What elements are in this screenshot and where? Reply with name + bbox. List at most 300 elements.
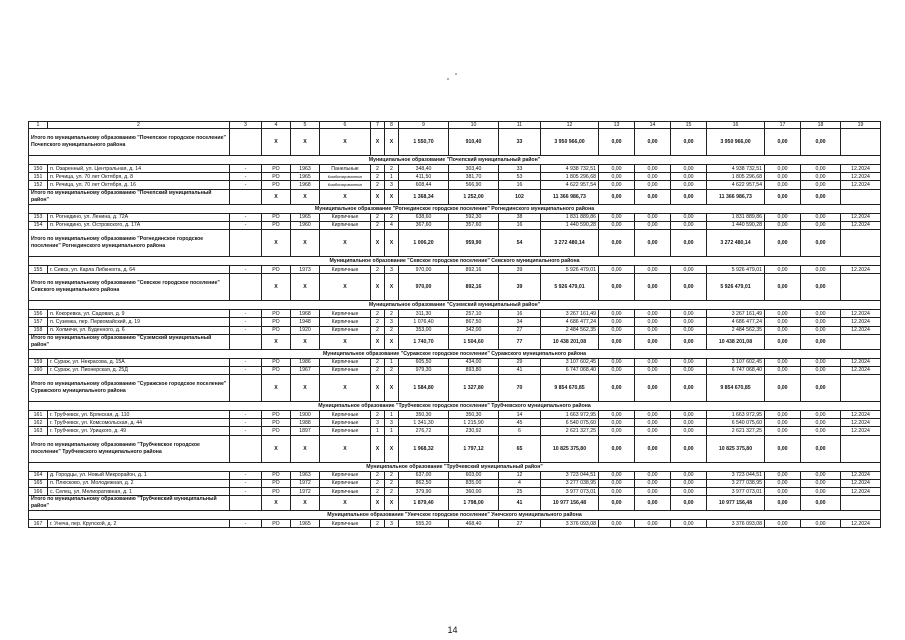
data-cell: 0,00 [801,366,841,374]
data-cell: 0,00 [599,479,635,487]
data-cell: 39 [499,265,541,273]
data-cell: 0,00 [801,471,841,479]
data-cell: Кирпичные [320,221,371,229]
data-cell: 12.2024 [841,427,881,435]
subtotal-cell [230,496,262,511]
address-cell: п. Суземка, пер. Первомайский, д. 19 [48,318,230,326]
subtotal-cell: 959,90 [449,229,499,256]
data-cell: 0,00 [599,488,635,496]
data-cell: 2 [371,173,385,181]
data-cell: 2 621 327,25 [707,427,765,435]
data-cell: 0,00 [765,221,801,229]
subtotal-cell: 10 977 156,48 [707,496,765,511]
table-row [29,165,881,173]
data-cell: - [230,479,262,487]
data-cell: 4 686 477,24 [707,318,765,326]
data-cell: Кирпичные [320,479,371,487]
data-cell: 1 [385,427,399,435]
data-cell: 1986 [291,358,320,366]
data-cell: 45 [499,419,541,427]
data-cell: 0,00 [671,310,707,318]
data-cell: - [230,318,262,326]
data-cell: 12.2024 [841,310,881,318]
subtotal-cell: X [385,129,399,156]
data-cell: 4 938 732,51 [707,165,765,173]
subtotal-cell [230,435,262,462]
data-cell: 12.2024 [841,265,881,273]
section-heading: Муниципальное образование "Почепский муниципальный район" [29,156,881,165]
data-cell: 2 [371,366,385,374]
table-row [29,488,881,496]
row-number: 154 [29,221,48,229]
subtotal-cell: 1 584,80 [399,375,449,402]
data-cell: 592,30 [449,213,499,221]
subtotal-cell: X [262,129,291,156]
data-cell: 12.2024 [841,165,881,173]
subtotal-cell: 0,00 [765,189,801,204]
subtotal-cell: 910,40 [449,129,499,156]
column-number: 10 [449,122,499,129]
data-cell: Панельные [320,165,371,173]
data-cell: 12.2024 [841,213,881,221]
row-number: 152 [29,181,48,189]
data-cell: - [230,165,262,173]
data-cell: 3 267 161,49 [707,310,765,318]
data-cell: 276,72 [399,427,449,435]
data-cell: 14 [499,411,541,419]
subtotal-cell [230,274,262,301]
address-cell: п. Рогнедино, ул. Ленина, д. 72А [48,213,230,221]
subtotal-cell: X [320,334,371,349]
data-cell: 34 [499,318,541,326]
subtotal-cell: 10 825 375,80 [707,435,765,462]
data-cell: 0,00 [765,479,801,487]
register-sheet [28,121,880,528]
data-cell: 0,00 [599,173,635,181]
subtotal-cell: 1 368,34 [399,189,449,204]
address-cell: п. Кокоревка, ул. Садовая, д. 9 [48,310,230,318]
subtotal-cell: 0,00 [765,334,801,349]
data-cell: 434,00 [449,358,499,366]
subtotal-cell: X [320,189,371,204]
data-cell: - [230,265,262,273]
data-cell: 0,00 [671,173,707,181]
data-cell: 0,00 [599,165,635,173]
data-cell: 0,00 [801,181,841,189]
data-cell: 4 686 477,24 [541,318,599,326]
data-cell: 411,50 [399,173,449,181]
data-cell: 2 [385,326,399,334]
address-cell: г. Севск, ул. Карла Либкнехта, д. 64 [48,265,230,273]
subtotal-cell: 0,00 [599,435,635,462]
data-cell: 12.2024 [841,479,881,487]
subtotal-label: Итого по муниципальному образованию "Суражское городское поселение" Суражского муниципального района [29,375,230,402]
subtotal-cell: 0,00 [671,334,707,349]
data-cell: 0,00 [671,488,707,496]
data-cell: 0,00 [635,366,671,374]
data-cell: 1965 [291,173,320,181]
subtotal-cell: 41 [499,496,541,511]
data-cell: 3 [385,265,399,273]
data-cell: 1 440 590,28 [541,221,599,229]
data-cell: 1972 [291,479,320,487]
column-number: 14 [635,122,671,129]
subtotal-cell: 10 438 201,08 [707,334,765,349]
subtotal-cell: 0,00 [599,274,635,301]
data-cell: 0,00 [671,471,707,479]
subtotal-cell: 0,00 [671,274,707,301]
data-cell: 0,00 [765,520,801,528]
subtotal-cell: 1 504,60 [449,334,499,349]
data-cell: 0,00 [635,213,671,221]
subtotal-cell: X [262,334,291,349]
data-cell: РО [262,310,291,318]
data-cell: 12.2024 [841,181,881,189]
data-cell: РО [262,358,291,366]
data-cell: Кирпичные [320,366,371,374]
data-cell: 2 484 562,35 [707,326,765,334]
data-cell: 0,00 [635,427,671,435]
data-cell: 1967 [291,366,320,374]
data-cell: 6 747 068,40 [707,366,765,374]
data-cell: 2 [371,318,385,326]
table-body [29,122,881,528]
row-number: 163 [29,427,48,435]
subtotal-cell: 0,00 [801,435,841,462]
subtotal-cell: 0,00 [635,189,671,204]
subtotal-cell: 65 [499,435,541,462]
data-cell: 1965 [291,213,320,221]
data-cell: 0,00 [599,181,635,189]
subtotal-cell: 77 [499,334,541,349]
data-cell: 1988 [291,419,320,427]
subtotal-cell: X [371,334,385,349]
data-cell: РО [262,411,291,419]
data-cell: Кирпичные [320,427,371,435]
subtotal-cell: 0,00 [765,375,801,402]
data-cell: 0,00 [801,310,841,318]
subtotal-cell: 0,00 [801,274,841,301]
data-cell: - [230,358,262,366]
subtotal-row [29,334,881,349]
data-cell: Кирпичные [320,471,371,479]
data-cell: 0,00 [599,366,635,374]
data-cell: РО [262,326,291,334]
subtotal-cell: 0,00 [765,496,801,511]
data-cell: 379,90 [399,488,449,496]
subtotal-cell: X [385,189,399,204]
subtotal-cell: 11 366 986,73 [541,189,599,204]
data-cell: 12.2024 [841,318,881,326]
data-cell: 230,92 [449,427,499,435]
data-cell: 0,00 [801,488,841,496]
data-cell: 357,60 [449,221,499,229]
data-cell: 3 277 038,95 [707,479,765,487]
data-cell: 0,00 [635,221,671,229]
data-cell: 348,40 [399,165,449,173]
subtotal-cell: 0,00 [635,274,671,301]
data-cell: 0,00 [635,520,671,528]
data-cell: 0,00 [765,213,801,221]
subtotal-cell [841,189,881,204]
scan-speck [455,73,457,75]
address-cell: п. Холмечи, ул. Буденного, д. 6 [48,326,230,334]
data-cell: 1 663 972,95 [707,411,765,419]
data-cell: 27 [499,326,541,334]
data-cell: 2 [371,488,385,496]
subtotal-cell: X [291,334,320,349]
data-cell: 4 622 957,54 [707,181,765,189]
data-cell: 0,00 [801,520,841,528]
data-cell: - [230,471,262,479]
subtotal-cell: X [371,496,385,511]
data-cell: 12.2024 [841,326,881,334]
subtotal-cell [230,229,262,256]
data-cell: 637,00 [399,471,449,479]
table-row [29,471,881,479]
subtotal-cell: X [385,229,399,256]
data-cell: 0,00 [599,411,635,419]
subtotal-cell [230,334,262,349]
subtotal-cell: X [320,375,371,402]
data-cell: РО [262,520,291,528]
subtotal-row [29,189,881,204]
column-number: 11 [499,122,541,129]
table-row [29,310,881,318]
data-cell: РО [262,488,291,496]
subtotal-cell: 0,00 [599,229,635,256]
subtotal-cell: 1 797,12 [449,435,499,462]
data-cell: 0,00 [635,310,671,318]
subtotal-cell: 0,00 [801,229,841,256]
data-cell: 3 [385,181,399,189]
data-cell: 0,00 [671,181,707,189]
subtotal-cell: 970,00 [399,274,449,301]
data-cell: 0,00 [765,318,801,326]
subtotal-cell: X [291,129,320,156]
data-cell: 0,00 [599,520,635,528]
subtotal-cell [841,375,881,402]
data-cell: - [230,221,262,229]
column-number: 12 [541,122,599,129]
row-number: 162 [29,419,48,427]
data-cell: 12.2024 [841,411,881,419]
data-cell: 12.2024 [841,520,881,528]
section-heading: Муниципальное образование "Суземский муниципальный район" [29,301,881,310]
subtotal-cell [230,375,262,402]
subtotal-label: Итого по муниципальному образованию "Суземский муниципальный район" [29,334,230,349]
address-cell: г. Трубчевск, ул. Комсомольская, д. 44 [48,419,230,427]
data-cell: 4 [499,479,541,487]
subtotal-cell: 1 252,00 [449,189,499,204]
subtotal-cell: X [385,274,399,301]
data-cell: 3 723 044,51 [541,471,599,479]
subtotal-cell: 1 740,70 [399,334,449,349]
data-cell: 0,00 [671,479,707,487]
subtotal-row [29,229,881,256]
data-cell: 0,00 [765,265,801,273]
data-cell: 0,00 [671,326,707,334]
data-cell: 1968 [291,181,320,189]
table-row [29,213,881,221]
subtotal-cell: 10 977 156,48 [541,496,599,511]
subtotal-cell: 892,16 [449,274,499,301]
data-cell: 3 [385,419,399,427]
subtotal-cell: 3 950 966,00 [707,129,765,156]
subtotal-row [29,435,881,462]
data-cell: 0,00 [801,213,841,221]
subtotal-cell: X [320,496,371,511]
subtotal-cell: 0,00 [671,229,707,256]
section-heading-row [29,301,881,310]
data-cell: 16 [499,221,541,229]
subtotal-cell: 0,00 [635,496,671,511]
data-cell: 0,00 [765,181,801,189]
subtotal-cell: 0,00 [801,334,841,349]
section-heading-row [29,204,881,213]
subtotal-cell [841,274,881,301]
data-cell: 2 [371,471,385,479]
subtotal-cell: 1 879,40 [399,496,449,511]
data-cell: 0,00 [635,173,671,181]
data-cell: РО [262,213,291,221]
section-heading-row [29,511,881,520]
data-cell: 0,00 [635,419,671,427]
data-cell: 608,44 [399,181,449,189]
data-cell: 867,50 [449,318,499,326]
data-cell: 360,00 [449,488,499,496]
row-number: 159 [29,358,48,366]
data-cell: 603,00 [449,471,499,479]
data-cell: - [230,488,262,496]
data-cell: 1963 [291,165,320,173]
data-cell: 6 [499,427,541,435]
data-cell: 6 747 068,40 [541,366,599,374]
data-cell: 6 540 075,60 [707,419,765,427]
subtotal-cell: X [262,435,291,462]
subtotal-cell: 0,00 [765,229,801,256]
data-cell: РО [262,419,291,427]
subtotal-cell: X [320,229,371,256]
data-cell: 1 663 972,95 [541,411,599,419]
table-row [29,173,881,181]
data-cell: 0,00 [671,427,707,435]
section-heading: Муниципальное образование "Рогнединское городское поселение" Рогнединского муниципального района [29,204,881,213]
data-cell: 5 926 479,01 [541,265,599,273]
subtotal-cell: X [371,229,385,256]
data-cell: 12.2024 [841,366,881,374]
data-cell: 0,00 [599,358,635,366]
subtotal-cell: 5 926 479,01 [707,274,765,301]
subtotal-cell: 0,00 [599,334,635,349]
subtotal-cell: 5 926 479,01 [541,274,599,301]
data-cell: 0,00 [801,326,841,334]
data-cell: 0,00 [599,221,635,229]
data-cell: 29 [499,358,541,366]
data-cell: 0,00 [671,358,707,366]
data-cell: 0,00 [599,419,635,427]
data-cell: Кирпичные [320,419,371,427]
subtotal-cell: 9 854 670,85 [541,375,599,402]
subtotal-cell: X [385,334,399,349]
row-number: 150 [29,165,48,173]
data-cell: 2 [371,411,385,419]
data-cell: - [230,520,262,528]
data-cell: 862,50 [399,479,449,487]
data-cell: Комбинированные [320,181,371,189]
subtotal-label: Итого по муниципальному образованию "Почепский муниципальный район" [29,189,230,204]
data-cell: 0,00 [671,265,707,273]
data-cell: 0,00 [671,221,707,229]
data-cell: 2 [371,310,385,318]
subtotal-cell: 0,00 [801,129,841,156]
data-cell: 3 723 044,51 [707,471,765,479]
data-cell: РО [262,265,291,273]
data-cell: 1968 [291,310,320,318]
data-cell: 0,00 [671,366,707,374]
data-cell: Кирпичные [320,265,371,273]
housing-repair-table [28,121,881,528]
data-cell: 5 926 479,01 [707,265,765,273]
data-cell: 0,00 [599,310,635,318]
subtotal-cell: X [262,189,291,204]
data-cell: РО [262,471,291,479]
data-cell: 53 [499,173,541,181]
row-number: 153 [29,213,48,221]
data-cell: Кирпичные [320,310,371,318]
data-cell: - [230,173,262,181]
column-number-row [29,122,881,129]
data-cell: РО [262,173,291,181]
table-row [29,520,881,528]
subtotal-label: Итого по муниципальному образованию "Трубчевское городское поселение" Трубчевского муниципального района [29,435,230,462]
data-cell: 638,60 [399,213,449,221]
subtotal-cell: 1 798,00 [449,496,499,511]
data-cell: - [230,366,262,374]
data-cell: 0,00 [671,411,707,419]
data-cell: 3 [385,520,399,528]
column-number: 4 [262,122,291,129]
data-cell: 0,00 [765,173,801,181]
section-heading: Муниципальное образование "Суражское городское поселение" Суражского муниципального района [29,349,881,358]
subtotal-cell: X [291,189,320,204]
data-cell: Кирпичные [320,520,371,528]
section-heading-row [29,256,881,265]
subtotal-cell: 0,00 [599,496,635,511]
data-cell: 0,00 [801,265,841,273]
data-cell: 3 107 602,45 [541,358,599,366]
data-cell: 0,00 [801,318,841,326]
data-cell: 0,00 [671,165,707,173]
subtotal-cell: 102 [499,189,541,204]
data-cell: Кирпичные [320,358,371,366]
column-number: 5 [291,122,320,129]
data-cell: - [230,213,262,221]
data-cell: 0,00 [635,318,671,326]
data-cell: 0,00 [801,221,841,229]
subtotal-cell: X [385,435,399,462]
section-heading: Муниципальное образование "Унечское городское поселение" Унечского муниципального района [29,511,881,520]
subtotal-cell: 1 968,32 [399,435,449,462]
subtotal-cell: 9 854 670,85 [707,375,765,402]
subtotal-label: Итого по муниципальному образованию "Рогнединское городское поселение" Рогнединского муниципального района [29,229,230,256]
subtotal-cell: X [385,496,399,511]
data-cell: 1 [371,427,385,435]
section-heading-row [29,462,881,471]
column-number: 6 [320,122,371,129]
table-row [29,479,881,487]
data-cell: 1 076,40 [399,318,449,326]
